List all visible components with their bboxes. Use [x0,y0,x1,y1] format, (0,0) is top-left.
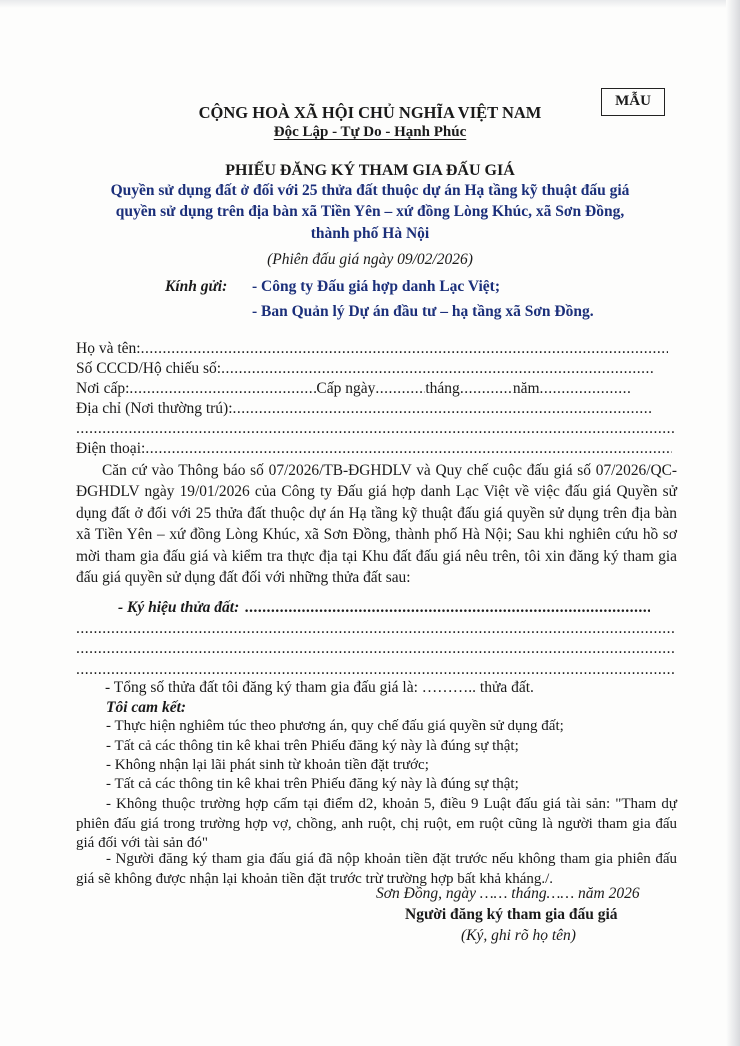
phone-blank[interactable] [145,440,672,458]
phone-label: Điện thoại: [76,440,146,457]
name-field[interactable] [76,340,668,358]
name-label: Họ và tên: [76,340,141,357]
form-subtitle-line-3: thành phố Hà Nội [310,225,430,242]
plot-code-label: - Ký hiệu thửa đất: [118,599,240,616]
commitment-item: - Tất cả các thông tin kê khai trên Phiếu đăng ký này là đúng sự thật; [106,738,519,754]
dotted-line[interactable] [76,640,676,658]
recipient-item: - Công ty Đấu giá hợp danh Lạc Việt; [252,278,501,295]
dotted-line[interactable] [76,620,676,638]
signature-dateline: Sơn Đồng, ngày …… tháng…… năm 2026 [376,885,640,902]
id-number-field[interactable] [76,360,653,378]
id-number-label: Số CCCD/Hộ chiếu số: [76,360,222,377]
page-edge-right [726,0,740,1046]
commitment-item-prohibited-case: - Không thuộc trường hợp cấm tại điểm d2, khoản 5, điều 9 Luật đấu giá tài sản: "Tham dự phiên đấu giá trong trường hợp vợ, chồng, anh ruột, chị ruột, em ruột cũng là người tham gia đấu giá đối với tài sản đó" [76,796,677,851]
id-number-blank[interactable] [221,360,653,378]
national-motto: Độc Lập - Tự Do - Hạnh Phúc [273,124,467,140]
commitment-item-deposit: - Người đăng ký tham gia đấu giá đã nộp khoản tiền đặt trước nếu không tham gia phiên đấu giá sẽ không được nhận lại khoản tiền đặt trước trừ trường hợp bất khả kháng./. [76,851,677,887]
total-plots-unit: thửa đất. [476,679,534,696]
issue-place-label: Nơi cấp: [76,380,130,397]
address-label: Địa chỉ (Nơi thường trú): [76,400,233,417]
plot-code-blank-line-2[interactable] [76,620,676,638]
address-blank-line-2[interactable] [76,420,676,438]
name-blank[interactable] [141,340,668,358]
total-plots-line[interactable] [105,679,534,697]
plot-code-field[interactable] [118,599,650,617]
address-blank[interactable] [233,400,651,418]
issue-year-label: năm [512,380,540,397]
recipient-item: - Ban Quản lý Dự án đầu tư – hạ tầng xã Sơn Đồng. [252,303,594,320]
basis-paragraph: Căn cứ vào Thông báo số 07/2026/TB-ĐGHDLV và Quy chế cuộc đấu giá số 07/2026/QC-ĐGHDLV ngày 19/01/2026 của Công ty Đấu giá hợp danh Lạc Việt về việc đấu giá Quyền sử dụng đất ở đối với 25 thửa đất thuộc dự án Hạ tầng kỹ thuật đấu giá quyền sử dụng trên địa bàn xã Tiền Yên – xứ đồng Lòng Khúc, xã Sơn Đồng, thành phố Hà Nội; Sau khi nghiên cứu hồ sơ mời tham gia đấu giá và kiểm tra thực địa tại Khu đất đấu giá nêu trên, tôi xin đăng ký tham gia đấu giá quyền sử dụng đất đối với những thửa đất sau: [76,462,677,587]
signature-note: (Ký, ghi rõ họ tên) [461,927,576,944]
address-field[interactable] [76,400,651,418]
signer-title: Người đăng ký tham gia đấu giá [405,906,618,923]
page-edge-top [0,0,740,8]
dotted-line[interactable] [76,661,676,679]
issue-year-blank[interactable] [540,380,630,398]
commitment-item: - Tất cả các thông tin kê khai trên Phiếu đăng ký này là đúng sự thật; [106,776,519,792]
dotted-line[interactable] [76,420,676,438]
phone-field[interactable] [76,440,672,458]
form-subtitle-line-1: Quyền sử dụng đất ở đối với 25 thửa đất thuộc dự án Hạ tầng kỹ thuật đấu giá [110,182,630,199]
issue-place-blank[interactable] [129,380,316,398]
recipients-label: Kính gửi: [165,278,228,295]
commitment-item: - Thực hiện nghiêm túc theo phương án, quy chế đấu giá quyền sử dụng đất; [106,718,564,734]
form-template-stamp: MẪU [601,88,665,116]
plot-code-blank-line-4[interactable] [76,661,676,679]
total-plots-label: - Tổng số thửa đất tôi đăng ký tham gia đấu giá là: [105,679,422,696]
auction-session-date: (Phiên đấu giá ngày 09/02/2026) [267,251,473,268]
issue-place-field[interactable] [76,380,630,398]
issue-day-blank[interactable] [375,380,425,398]
commitment-item: - Không nhận lại lãi phát sinh từ khoản tiền đặt trước; [106,757,429,773]
issue-month-label: tháng [425,380,460,397]
plot-code-blank-line-3[interactable] [76,640,676,658]
form-subtitle-line-2: quyền sử dụng trên địa bàn xã Tiền Yên – xứ đồng Lòng Khúc, xã Sơn Đồng, [115,203,625,220]
issue-month-blank[interactable] [460,380,513,398]
commitments-title: Tôi cam kết: [106,699,187,716]
plot-code-blank[interactable] [245,599,650,617]
issue-date-label: Cấp ngày [316,380,376,397]
total-plots-blank[interactable]: ……….. [421,679,477,696]
national-title: CỘNG HOÀ XÃ HỘI CHỦ NGHĨA VIỆT NAM [198,103,542,122]
form-title: PHIẾU ĐĂNG KÝ THAM GIA ĐẤU GIÁ [225,162,515,179]
